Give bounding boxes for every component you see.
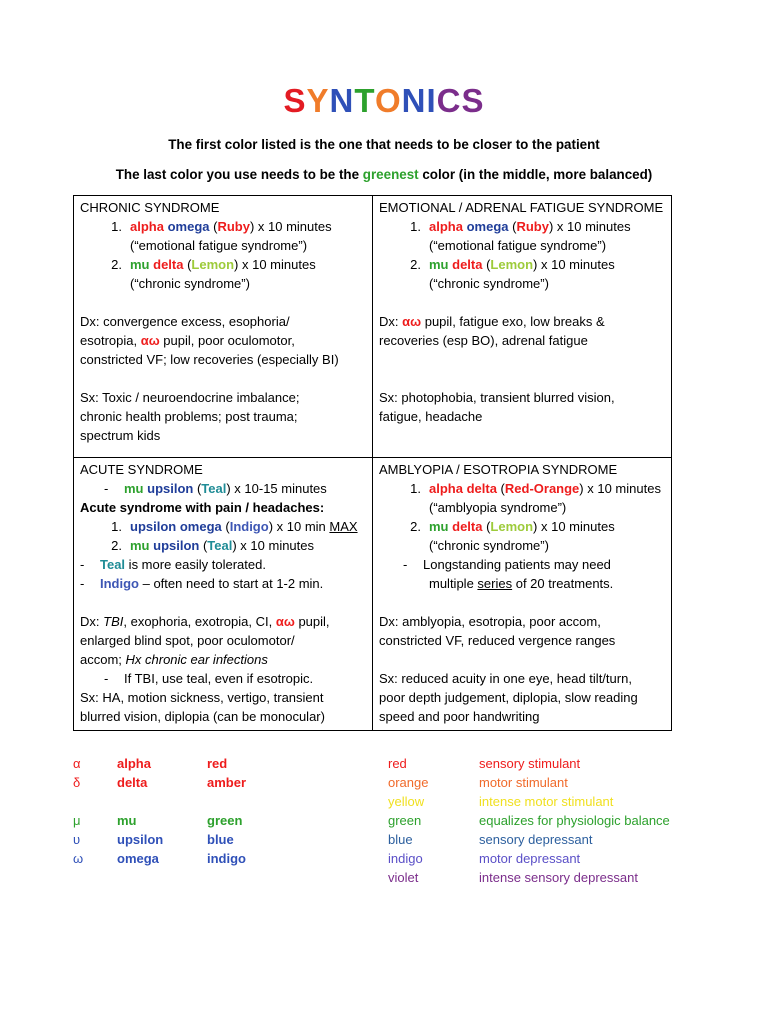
- amblyopia-heading: AMBLYOPIA / ESOTROPIA SYNDROME: [379, 462, 618, 477]
- greek-color: red: [207, 756, 228, 771]
- chronic-syndrome-cell: CHRONIC SYNDROME 1. alpha omega (Ruby) x 10 minutes (“emotional fatigue syndrome”) 2. mu delta (Lemon) x 10 minutes (“chronic syndrome”) Dx: convergence excess, esophoria/ esotropia, αω pupil, poor oculomotor, constricted VF; low recoveries (especially BI) Sx: Toxic / neuroendocrine imbalance; chronic health problems; post trauma; spectrum kids: [74, 196, 373, 458]
- greek-name: alpha: [117, 756, 151, 771]
- syndrome-table: [73, 195, 672, 731]
- list-item: - Longstanding patients may need: [403, 557, 611, 572]
- title-letter: O: [374, 82, 402, 119]
- emotional-heading: EMOTIONAL / ADRENAL FATIGUE SYNDROME: [379, 200, 664, 215]
- greek-symbol: μ: [73, 813, 81, 828]
- list-item: 2. mu upsilon (Teal) x 10 minutes: [111, 538, 315, 553]
- color-effect: equalizes for physiologic balance: [479, 813, 670, 828]
- greek-name: delta: [117, 775, 148, 790]
- color-name: yellow: [388, 794, 425, 809]
- color-effect: motor depressant: [479, 851, 581, 866]
- title-letter: N: [329, 82, 355, 119]
- greek-color: green: [207, 813, 243, 828]
- emotional-syndrome-cell: EMOTIONAL / ADRENAL FATIGUE SYNDROME 1. alpha omega (Ruby) x 10 minutes (“emotional fatigue syndrome”) 2. mu delta (Lemon) x 10 minutes (“chronic syndrome”) Dx: αω pupil, fatigue exo, low breaks & recoveries (esp BO), adrenal fatigue Sx: photophobia, transient blurred vision, fatigue, headache: [373, 196, 672, 458]
- greek-symbol-column: [73, 754, 83, 868]
- color-effect-column: [479, 754, 670, 887]
- color-name: orange: [388, 775, 429, 790]
- list-item: 2. mu delta (Lemon) x 10 minutes: [410, 519, 615, 534]
- greek-color: amber: [207, 775, 247, 790]
- list-item: - mu upsilon (Teal) x 10-15 minutes: [104, 481, 327, 496]
- greek-symbol: υ: [73, 832, 81, 847]
- subtitle-first-color: The first color listed is the one that needs to be closer to the patient: [168, 137, 600, 152]
- color-name: green: [388, 813, 422, 828]
- title-letter: S: [283, 82, 307, 119]
- color-effect: motor stimulant: [479, 775, 568, 790]
- chronic-heading: CHRONIC SYNDROME: [80, 200, 220, 215]
- list-item: 1. alpha delta (Red-Orange) x 10 minutes: [410, 481, 661, 496]
- acute-heading: ACUTE SYNDROME: [80, 462, 203, 477]
- title-letter: T: [354, 82, 375, 119]
- color-name: violet: [388, 870, 419, 885]
- page-title: [0, 82, 768, 120]
- greek-color: blue: [207, 832, 234, 847]
- title-letter: Y: [306, 82, 330, 119]
- greek-symbol: α: [73, 756, 81, 771]
- color-effect: sensory depressant: [479, 832, 593, 847]
- amblyopia-syndrome-cell: AMBLYOPIA / ESOTROPIA SYNDROME 1. alpha delta (Red-Orange) x 10 minutes (“amblyopia syndrome”) 2. mu delta (Lemon) x 10 minutes (“chronic syndrome”) - Longstanding patients may need multiple series of 20 treatments. Dx: amblyopia, esotropia, poor accom, constricted VF, reduced vergence ranges Sx: reduced acuity in one eye, head tilt/turn, poor depth judgement, diplopia, slow reading speed and poor handwriting: [373, 458, 672, 731]
- acute-syndrome-cell: ACUTE SYNDROME - mu upsilon (Teal) x 10-15 minutes Acute syndrome with pain / headaches: 1. upsilon omega (Indigo) x 10 min MAX 2. mu upsilon (Teal) x 10 minutes - Teal is more easily tolerated. - Indigo – often need to start at 1-2 min. Dx: TBI, exophoria, exotropia, CI, αω pupil, enlarged blind spot, poor oculomotor/ accom; Hx chronic ear infections - If TBI, use teal, even if esotropic. Sx: HA, motion sickness, vertigo, transient blurred vision, diplopia (can be monocular): [74, 458, 373, 731]
- color-effect: intense sensory depressant: [479, 870, 638, 885]
- greek-name: upsilon: [117, 832, 164, 847]
- color-name: indigo: [388, 851, 423, 866]
- color-name: blue: [388, 832, 413, 847]
- greek-name: mu: [117, 813, 137, 828]
- title-letter: N: [401, 82, 427, 119]
- list-item: 2. mu delta (Lemon) x 10 minutes: [111, 257, 316, 272]
- list-item: 1. alpha omega (Ruby) x 10 minutes: [111, 219, 332, 234]
- list-item: - Indigo – often need to start at 1-2 min.: [80, 576, 324, 591]
- greek-symbol: δ: [73, 775, 81, 790]
- greek-color: indigo: [207, 851, 246, 866]
- title-letter: I: [426, 82, 437, 119]
- color-name: red: [388, 756, 407, 771]
- color-name-column: [388, 754, 428, 887]
- list-item: 2. mu delta (Lemon) x 10 minutes: [410, 257, 615, 272]
- list-item: - If TBI, use teal, even if esotropic.: [104, 671, 314, 686]
- color-effect: intense motor stimulant: [479, 794, 614, 809]
- greek-color-column: [207, 754, 246, 868]
- list-item: 1. upsilon omega (Indigo) x 10 min MAX: [111, 519, 358, 534]
- color-effect: sensory stimulant: [479, 756, 581, 771]
- title-letter: C: [436, 82, 462, 119]
- greenest-highlight: greenest: [362, 167, 419, 182]
- greek-name-column: [117, 754, 163, 868]
- list-item: - Teal is more easily tolerated.: [80, 557, 266, 572]
- greek-name: omega: [117, 851, 159, 866]
- greek-symbol: ω: [73, 851, 84, 866]
- list-item: 1. alpha omega (Ruby) x 10 minutes: [410, 219, 631, 234]
- subtitle-last-color: The last color you use needs to be the greenest color (in the middle, more balanced): [115, 167, 653, 182]
- title-letter: S: [461, 82, 485, 119]
